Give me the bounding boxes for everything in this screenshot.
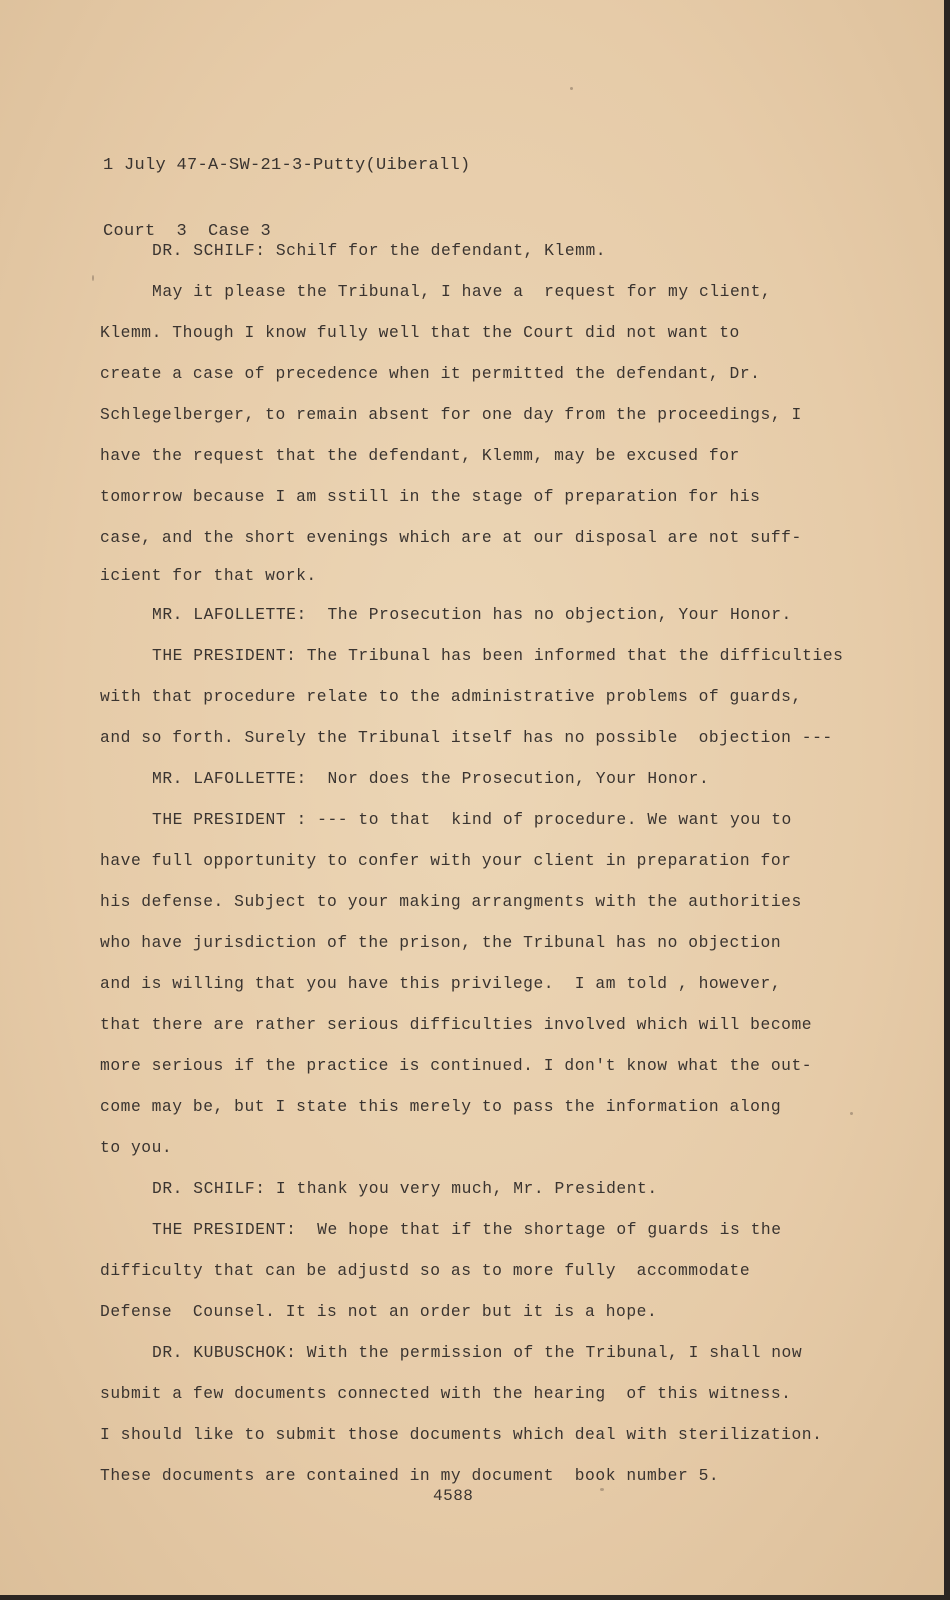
- transcript-line: I should like to submit those documents which deal with sterilization.: [100, 1425, 823, 1444]
- paper-speck: [850, 1112, 853, 1115]
- transcript-line: to you.: [100, 1138, 173, 1157]
- transcript-line: Defense Counsel. It is not an order but it is a hope.: [100, 1302, 658, 1321]
- transcript-body: [100, 230, 860, 1496]
- scan-edge-bottom: [0, 1595, 950, 1600]
- paper-speck: [92, 275, 94, 281]
- transcript-line: difficulty that can be adjustd so as to more fully accommodate: [100, 1261, 751, 1280]
- page-number: 4588: [433, 1487, 474, 1505]
- transcript-line: who have jurisdiction of the prison, the Tribunal has no objection: [100, 933, 782, 952]
- transcript-line: MR. LAFOLLETTE: Nor does the Prosecution, Your Honor.: [152, 769, 710, 788]
- transcript-line: with that procedure relate to the administrative problems of guards,: [100, 687, 802, 706]
- header-line-2: Court 3 Case 3: [103, 222, 272, 241]
- transcript-line: come may be, but I state this merely to pass the information along: [100, 1097, 782, 1116]
- transcript-line: DR. KUBUSCHOK: With the permission of the Tribunal, I shall now: [152, 1343, 803, 1362]
- transcript-line: May it please the Tribunal, I have a request for my client,: [152, 282, 772, 301]
- transcript-line: icient for that work.: [100, 566, 317, 585]
- paper-speck: [600, 1488, 604, 1491]
- transcript-line: and is willing that you have this privilege. I am told , however,: [100, 974, 782, 993]
- transcript-line: have the request that the defendant, Klemm, may be excused for: [100, 446, 740, 465]
- transcript-line: tomorrow because I am sstill in the stage of preparation for his: [100, 487, 761, 506]
- scan-edge-right: [944, 0, 950, 1600]
- header-line-1: 1 July 47-A-SW-21-3-Putty(Uiberall): [103, 156, 471, 175]
- transcript-line: THE PRESIDENT: We hope that if the shortage of guards is the: [152, 1220, 782, 1239]
- transcript-line: case, and the short evenings which are at our disposal are not suff-: [100, 528, 802, 547]
- transcript-line: submit a few documents connected with the hearing of this witness.: [100, 1384, 792, 1403]
- transcript-line: THE PRESIDENT : --- to that kind of procedure. We want you to: [152, 810, 792, 829]
- transcript-line: create a case of precedence when it permitted the defendant, Dr.: [100, 364, 761, 383]
- transcript-line: more serious if the practice is continued. I don't know what the out-: [100, 1056, 813, 1075]
- transcript-line: DR. SCHILF: I thank you very much, Mr. President.: [152, 1179, 658, 1198]
- paper-speck: [570, 87, 573, 90]
- transcript-line: that there are rather serious difficulties involved which will become: [100, 1015, 813, 1034]
- transcript-line: Schlegelberger, to remain absent for one day from the proceedings, I: [100, 405, 802, 424]
- transcript-line: DR. SCHILF: Schilf for the defendant, Klemm.: [152, 241, 607, 260]
- transcript-line: have full opportunity to confer with your client in preparation for: [100, 851, 792, 870]
- transcript-line: his defense. Subject to your making arrangments with the authorities: [100, 892, 802, 911]
- transcript-line: These documents are contained in my document book number 5.: [100, 1466, 720, 1485]
- transcript-line: THE PRESIDENT: The Tribunal has been informed that the difficulties: [152, 646, 844, 665]
- transcript-line: Klemm. Though I know fully well that the Court did not want to: [100, 323, 740, 342]
- transcript-line: MR. LAFOLLETTE: The Prosecution has no objection, Your Honor.: [152, 605, 792, 624]
- transcript-line: and so forth. Surely the Tribunal itself has no possible objection ---: [100, 728, 833, 747]
